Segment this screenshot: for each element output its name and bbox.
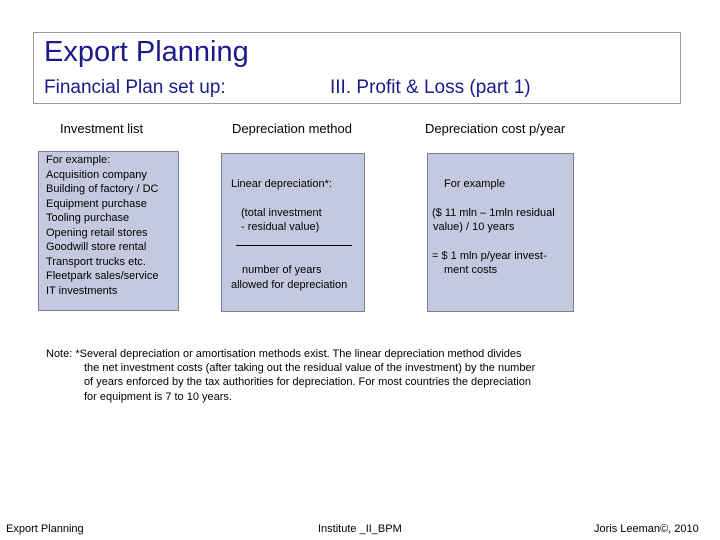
note-line: of years enforced by the tax authorities for depreciation. For most countries the depreciation [84,376,531,389]
list-item: Equipment purchase [46,197,147,210]
formula-numerator-line1: (total investment [241,207,322,219]
footer-left: Export Planning [6,523,84,535]
slide-title: Export Planning [44,36,249,68]
list-item: Goodwill store rental [46,241,147,253]
list-item: Acquisition company [46,168,147,181]
list-item: Opening retail stores [46,226,148,239]
list-item: Fleetpark sales/service [46,270,159,282]
example-result-line2: ment costs [444,264,498,276]
formula-denominator-line1: number of years [242,264,322,276]
note-line: Note: *Several depreciation or amortisation methods exist. The linear depreciation method divides [46,348,522,360]
formula-denominator-line2: allowed for depreciation [231,279,348,291]
footer-center: Institute _II_BPM [318,523,402,535]
footer-right: Joris Leeman©, 2010 [594,523,699,535]
list-item: IT investments [46,284,118,297]
example-result-line1: = $ 1 mln p/year invest- [432,250,547,262]
investment-list [46,153,159,298]
fraction-bar [236,245,352,246]
example-calc-line2: value) / 10 years [433,221,515,233]
note-line: for equipment is 7 to 10 years. [84,390,232,403]
list-item: For example: [46,154,111,166]
example-label: For example [444,178,506,190]
heading-investment-list: Investment list [60,121,144,136]
note-line: the net investment costs (after taking out the residual value of the investment) by the number [84,362,536,375]
heading-depreciation-method: Depreciation method [232,121,352,136]
footnote [46,347,535,404]
list-item: Transport trucks etc. [46,255,146,268]
list-item: Building of factory / DC [46,183,159,195]
formula-numerator-line2: - residual value) [241,221,320,233]
list-item: Tooling purchase [46,212,130,224]
heading-depreciation-cost: Depreciation cost p/year [425,121,566,136]
example-calc-line1: ($ 11 mln – 1mln residual [432,207,555,219]
subtitle-left: Financial Plan set up: [44,77,226,98]
method-label: Linear depreciation*: [231,178,332,190]
subtitle-right: III. Profit & Loss (part 1) [330,77,531,98]
